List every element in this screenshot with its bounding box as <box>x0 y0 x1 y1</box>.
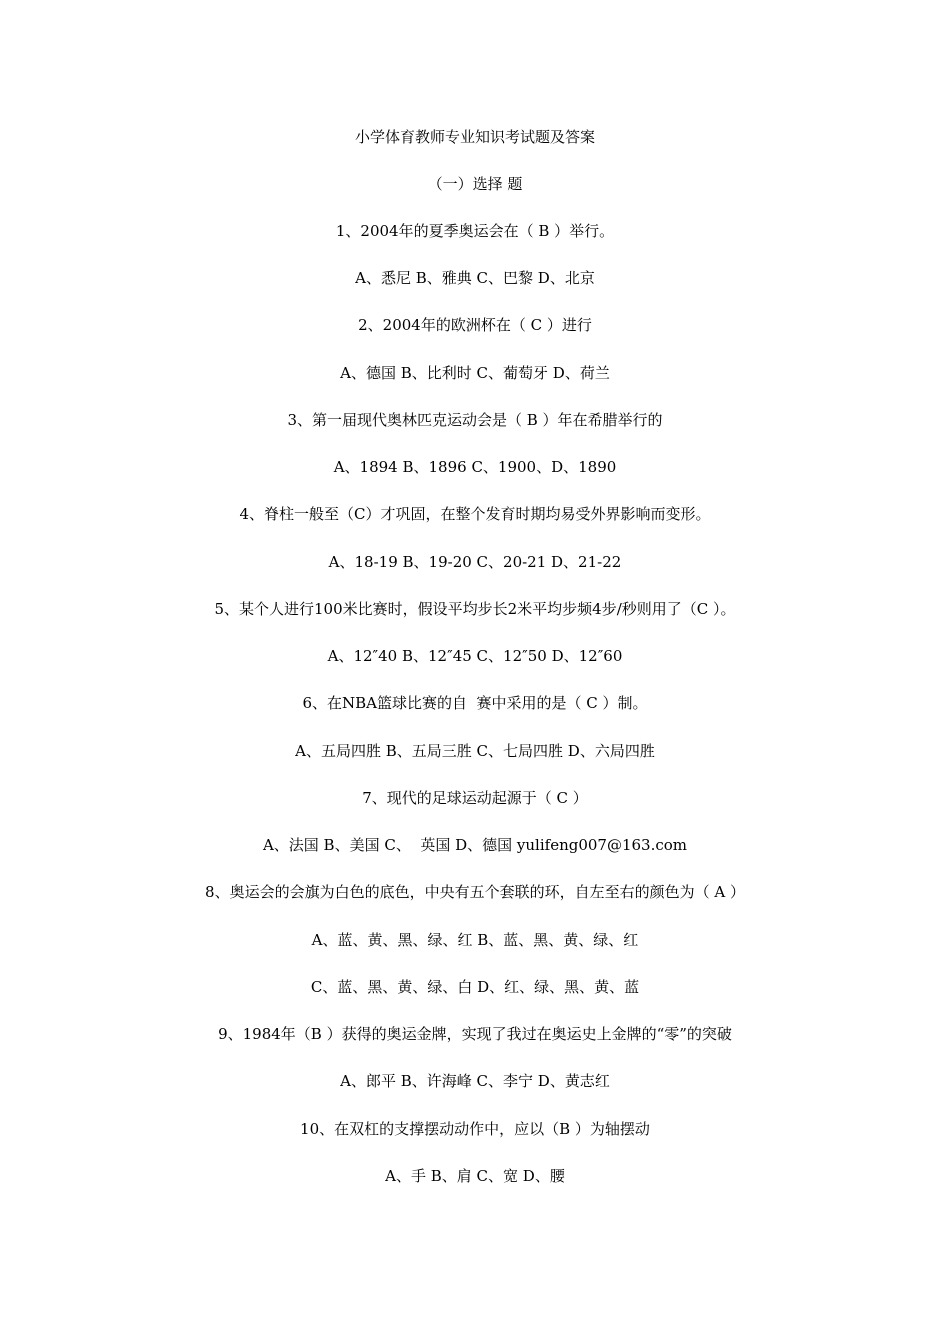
question-7: 7、现代的足球运动起源于（ C ） <box>362 789 588 807</box>
question-9-options: A、郎平 B、许海峰 C、李宁 D、黄志红 <box>340 1072 610 1090</box>
question-4: 4、脊柱一般至（C）才巩固，在整个发育时期均易受外界影响而变形。 <box>239 505 711 523</box>
question-8-options-2: C、蓝、黑、黄、绿、白 D、红、绿、黑、黄、蓝 <box>310 978 640 996</box>
question-10: 10、在双杠的支撑摆动动作中，应以（B ）为轴摆动 <box>300 1120 650 1138</box>
section-heading: （一）选择 题 <box>427 175 523 193</box>
question-4-options: A、18-19 B、19-20 C、20-21 D、21-22 <box>328 553 622 571</box>
question-3-options: A、1894 B、1896 C、1900、D、1890 <box>333 458 617 476</box>
question-5: 5、某个人进行100米比赛时，假设平均步长2米平均步频4步/秒则用了（C ）。 <box>214 600 736 618</box>
question-7-options: A、法国 B、美国 C、 英国 D、德国 yulifeng007@163.com <box>262 836 688 854</box>
question-10-options: A、手 B、肩 C、宽 D、腰 <box>385 1167 565 1185</box>
question-9: 9、1984年（B ）获得的奥运金牌，实现了我过在奥运史上金牌的“零”的突破 <box>218 1025 732 1043</box>
question-8: 8、奥运会的会旗为白色的底色，中央有五个套联的环，自左至右的颜色为（ A ） <box>205 883 745 901</box>
question-1-options: A、悉尼 B、雅典 C、巴黎 D、北京 <box>355 269 595 287</box>
question-3: 3、第一届现代奥林匹克运动会是（ B ）年在希腊举行的 <box>287 411 663 429</box>
question-2-options: A、德国 B、比利时 C、葡萄牙 D、荷兰 <box>340 364 610 382</box>
question-5-options: A、12″40 B、12″45 C、12″50 D、12″60 <box>327 647 623 665</box>
question-1: 1、2004年的夏季奥运会在（ B ）举行。 <box>335 222 615 240</box>
question-6-options: A、五局四胜 B、五局三胜 C、七局四胜 D、六局四胜 <box>295 742 655 760</box>
question-2: 2、2004年的欧洲杯在（ C ）进行 <box>358 316 592 334</box>
document-title: 小学体育教师专业知识考试题及答案 <box>354 128 595 146</box>
question-8-options-1: A、蓝、黄、黑、绿、红 B、蓝、黑、黄、绿、红 <box>311 931 639 949</box>
question-6: 6、在NBA篮球比赛的自 赛中采用的是（ C ）制。 <box>302 694 648 712</box>
